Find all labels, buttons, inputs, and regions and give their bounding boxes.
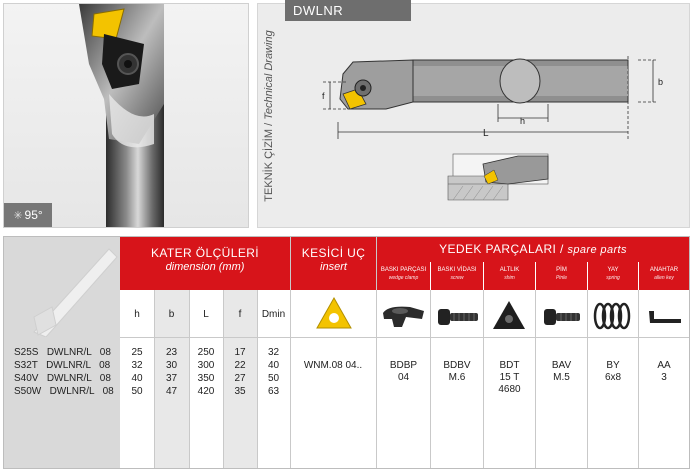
row-label-1	[14, 347, 111, 358]
row-name: DWLNR/L	[46, 373, 92, 384]
cell-dmin: 40	[267, 360, 280, 371]
technical-drawing	[258, 4, 691, 229]
spare-code: BDBP	[389, 360, 418, 371]
shim-icon	[491, 299, 527, 333]
yedek-subtitle: spare parts	[567, 244, 627, 256]
spare-header-3	[484, 262, 535, 290]
yedek-sep: /	[556, 242, 568, 256]
cell-f: 27	[234, 373, 246, 384]
kater-header	[120, 237, 290, 290]
spare-header-4-tr: PİM	[556, 267, 567, 273]
side-label-sep: /	[263, 119, 275, 129]
row-name: DWLNR/L	[46, 347, 92, 358]
spare-header-1	[377, 262, 430, 290]
spare-screw	[431, 360, 483, 384]
spare-spring	[588, 360, 638, 384]
row-name: DWLNR/L	[49, 386, 95, 397]
kesici-header	[291, 237, 376, 290]
pin-icon	[542, 307, 582, 327]
product-photo	[3, 3, 249, 228]
yedek-title: YEDEK PARÇALARI	[439, 242, 557, 256]
trigon-insert-icon	[316, 297, 352, 331]
yedek-header	[377, 237, 689, 262]
side-label-tr: TEKNİK ÇİZİM	[263, 128, 275, 202]
cell-L: 420	[197, 386, 215, 397]
spare-header-3-en: shim	[504, 274, 515, 281]
spare-header-6-tr: ANAHTAR	[649, 267, 679, 273]
spare-pin	[536, 360, 587, 384]
spare-header-6-en: allen key	[654, 274, 674, 281]
tool-silhouette-icon	[4, 237, 120, 337]
spare-header-6	[639, 262, 689, 290]
grid-line	[376, 237, 377, 468]
spare-size: 04	[397, 372, 410, 383]
row-size: 08	[99, 360, 111, 371]
wedge-clamp-icon	[380, 303, 426, 329]
grid-line	[290, 237, 291, 468]
col-head-dmin: Dmin	[261, 309, 286, 320]
drawing-title: DWLNR	[285, 0, 411, 21]
cell-dmin: 63	[267, 386, 280, 397]
spare-header-1-tr: BASKI PARÇASI	[380, 267, 427, 273]
technical-drawing-panel	[257, 3, 690, 228]
dim-f: f	[322, 91, 325, 101]
col-head-h: h	[134, 309, 140, 320]
spare-size: 6x8	[604, 372, 622, 383]
cell-h: 32	[131, 360, 143, 371]
angle-badge	[4, 203, 52, 227]
dim-h: h	[520, 116, 526, 126]
spare-code: AA	[657, 360, 671, 371]
spring-icon	[592, 301, 634, 331]
spare-header-5	[588, 262, 638, 290]
cell-b: 47	[165, 386, 178, 397]
asterisk-icon: ✳	[13, 209, 23, 222]
spare-code: BDBV	[443, 360, 471, 371]
screw-icon	[436, 307, 480, 327]
cell-h: 40	[131, 373, 143, 384]
cell-b: 23	[165, 347, 178, 358]
spare-size: 3	[661, 372, 667, 383]
cell-dmin: 32	[267, 347, 280, 358]
spare-allen-key	[639, 360, 689, 384]
row-label-4	[14, 386, 114, 397]
row-label-2	[14, 360, 110, 371]
spare-size: M.6	[448, 372, 466, 383]
row-size: 08	[99, 347, 111, 358]
cell-L: 350	[197, 373, 215, 384]
spare-header-2	[431, 262, 483, 290]
dim-L: L	[483, 128, 489, 139]
cell-h: 50	[131, 386, 143, 397]
spare-header-5-en: spring	[606, 274, 620, 281]
spare-wedge-clamp	[377, 360, 430, 384]
row-size: 08	[99, 373, 111, 384]
cell-f: 35	[234, 386, 246, 397]
spare-header-1-en: wedge clamp	[388, 274, 419, 281]
angle-value: 95°	[24, 208, 43, 222]
cell-h: 25	[131, 347, 143, 358]
cell-f: 22	[234, 360, 246, 371]
spare-code: BAV	[551, 360, 572, 371]
row-label-3	[14, 373, 111, 384]
technical-drawing-side-label	[257, 3, 281, 228]
spare-code: BDT	[499, 360, 520, 371]
cell-f: 17	[234, 347, 246, 358]
cell-L: 250	[197, 347, 215, 358]
boring-bar-image	[4, 4, 249, 228]
spare-header-4	[536, 262, 587, 290]
col-head-L: L	[203, 309, 209, 320]
row-code: S50W	[14, 386, 42, 397]
spare-header-3-tr: ALTLIK	[499, 267, 520, 273]
cell-b: 37	[165, 373, 178, 384]
spare-extra: 4680	[498, 384, 521, 395]
spare-shim	[484, 360, 535, 396]
row-code: S40V	[14, 373, 39, 384]
kater-title: KATER ÖLÇÜLERİ	[150, 246, 260, 260]
cell-b: 30	[165, 360, 178, 371]
header-bottom-line	[120, 337, 689, 338]
spare-header-2-en: screw	[450, 274, 464, 281]
kater-subtitle: dimension (mm)	[165, 261, 245, 273]
row-size: 08	[102, 386, 114, 397]
side-label-en: Technical Drawing	[263, 29, 275, 120]
col-head-b: b	[168, 309, 175, 320]
kesici-subtitle: insert	[320, 261, 347, 273]
cell-L: 300	[197, 360, 215, 371]
spare-header-5-tr: YAY	[607, 267, 619, 273]
kesici-title: KESİCİ UÇ	[301, 246, 366, 260]
insert-code: WNM.08 04..	[303, 360, 363, 371]
spare-header-2-tr: BASKI VİDASI	[437, 267, 477, 273]
cell-dmin: 50	[267, 373, 280, 384]
spec-table	[3, 236, 690, 469]
dim-b: b	[658, 77, 664, 87]
spare-size: 15 T	[499, 372, 520, 383]
spare-header-4-en: Pinle	[555, 274, 568, 281]
col-head-f: f	[238, 309, 242, 320]
spare-code: BY	[606, 360, 620, 371]
allen-key-icon	[646, 307, 684, 327]
row-code: S32T	[14, 360, 38, 371]
row-code: S25S	[14, 347, 39, 358]
row-name: DWLNR/L	[46, 360, 91, 371]
spare-size: M.5	[553, 372, 570, 383]
